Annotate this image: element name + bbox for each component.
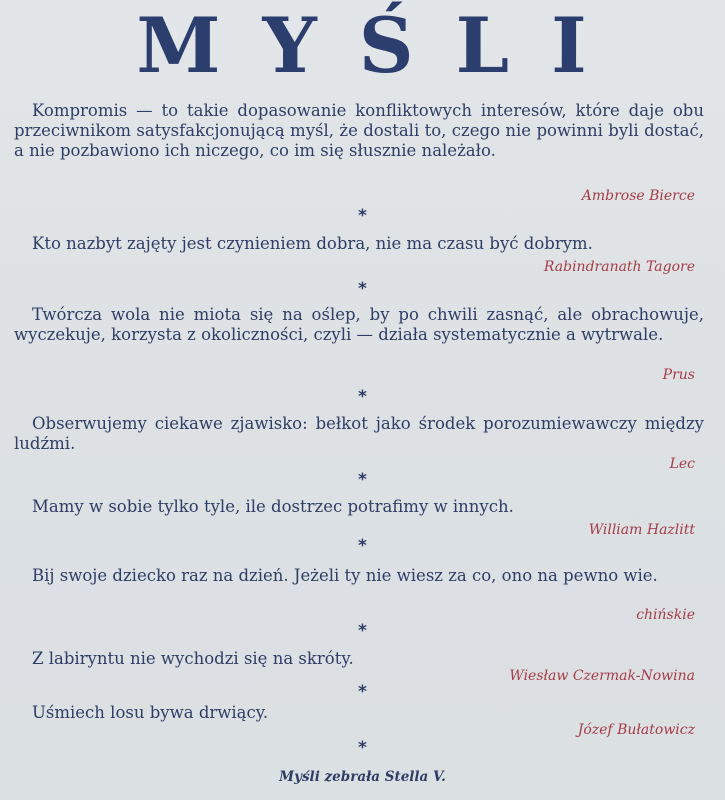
quote-separator: * xyxy=(358,536,367,556)
quote-text: Obserwujemy ciekawe zjawisko: bełkot jako środek porozumiewawczy między ludźmi. xyxy=(14,414,704,453)
quote-author: Rabindranath Tagore xyxy=(543,259,695,275)
quote-text: Uśmiech losu bywa drwiący. xyxy=(32,703,269,722)
quote-text: Bij swoje dziecko raz na dzień. Jeżeli ty nie wiesz za co, ono na pewno wie. xyxy=(32,566,658,585)
quote-author: Józef Bułatowicz xyxy=(577,722,695,738)
quote-text: Kto nazbyt zajęty jest czynieniem dobra, nie ma czasu być dobrym. xyxy=(32,234,593,253)
quote-author: Prus xyxy=(662,367,695,383)
quote-separator: * xyxy=(358,387,367,407)
page-title: MYŚLI xyxy=(136,1,629,90)
collection-credit: Myśli zebrała Stella V. xyxy=(279,769,446,785)
quote-author: William Hazlitt xyxy=(588,522,695,538)
quote-text: Twórcza wola nie miota się na oślep, by po chwili zasnąć, ale obrachowuje, wyczekuje, korzysta z okoliczności, czyli — działa systematycznie a wytrwale. xyxy=(14,305,704,344)
quote-author: Ambrose Bierce xyxy=(581,188,695,204)
quote-author: chińskie xyxy=(636,607,695,623)
quote-author: Wiesław Czermak-Nowina xyxy=(509,668,695,684)
quote-text: Z labiryntu nie wychodzi się na skróty. xyxy=(32,649,354,668)
quote-separator: * xyxy=(358,621,367,641)
quote-separator: * xyxy=(358,682,367,702)
quote-author: Lec xyxy=(669,456,695,472)
quote-separator: * xyxy=(358,279,367,299)
quote-text: Kompromis — to takie dopasowanie konfliktowych interesów, które daje obu przeciwnikom satysfakcjonującą myśl, że dostali to, czego nie powinni byli dostać, a nie pozbawiono ich niczego, co im się słusznie należało. xyxy=(14,101,704,160)
quote-separator: * xyxy=(358,206,367,226)
quote-separator: * xyxy=(358,738,367,758)
quote-separator: * xyxy=(358,470,367,490)
quote-text: Mamy w sobie tylko tyle, ile dostrzec potrafimy w innych. xyxy=(32,497,514,516)
